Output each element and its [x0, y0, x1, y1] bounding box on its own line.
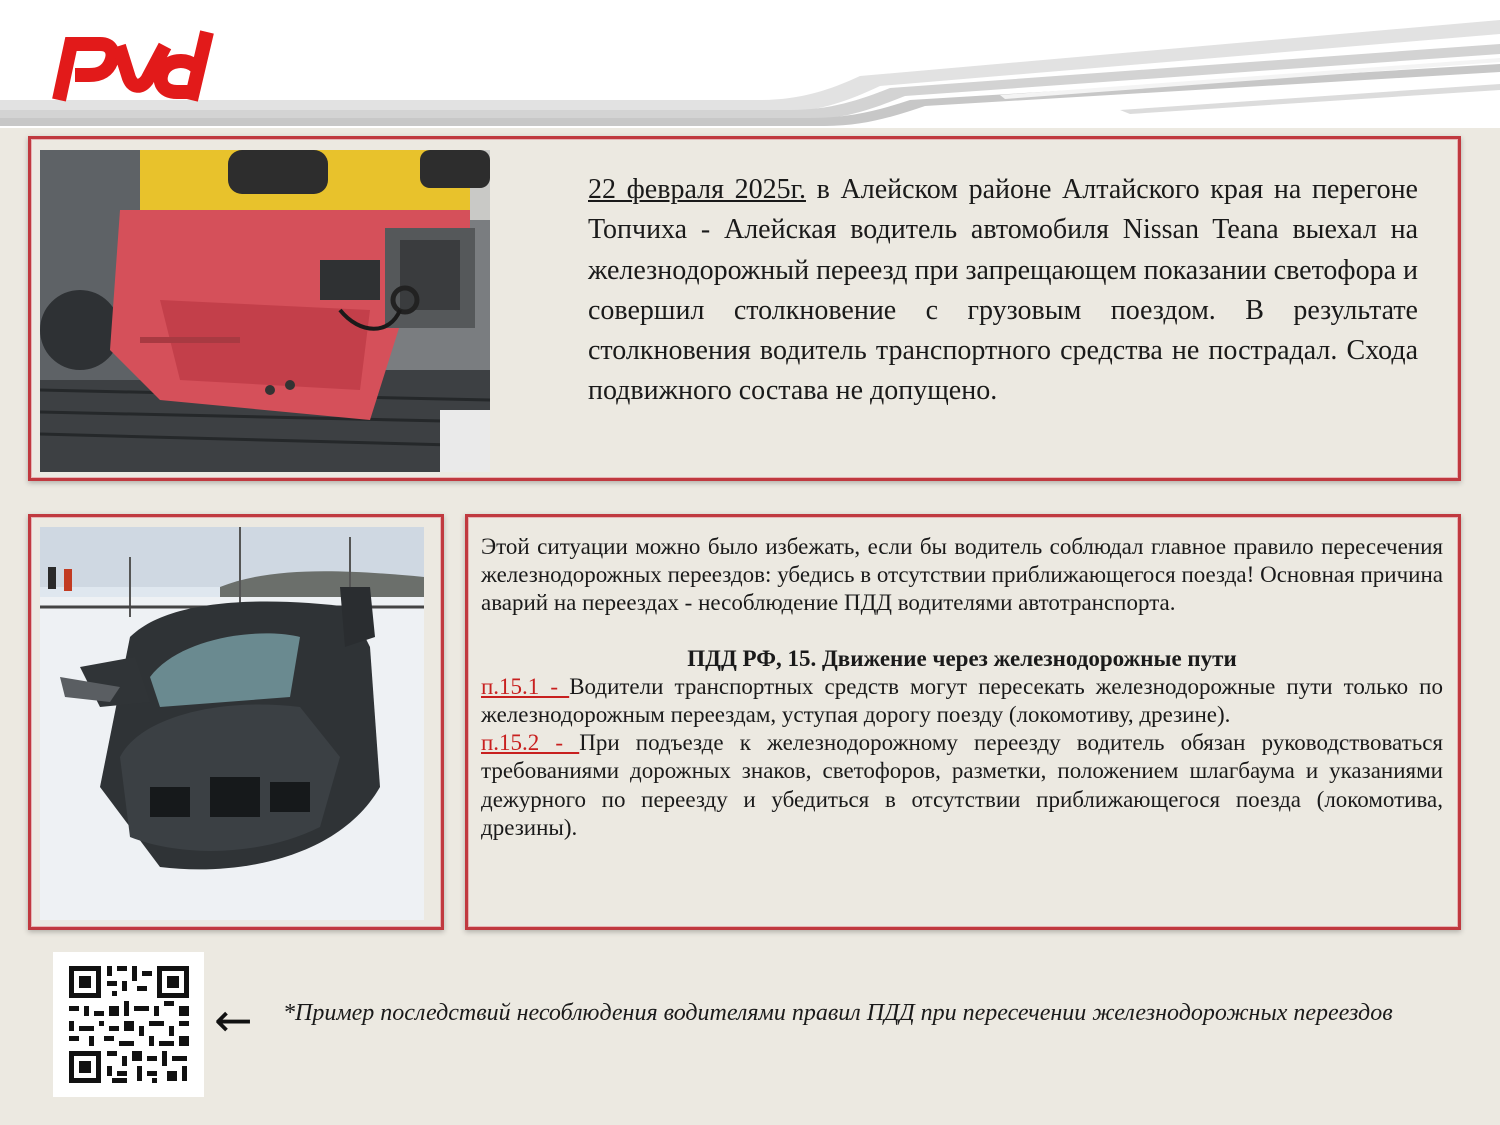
clause-text: Водители транспортных средств могут пересекать железнодорожные пути только по железнодорожным переездам, уступая дорогу поезду (локомотиву, дрезине). — [481, 673, 1443, 728]
incident-date: 22 февраля 2025г. — [588, 174, 806, 205]
arrow-left-icon: ← — [214, 993, 253, 1047]
clause-15-2 — [481, 729, 1443, 842]
clause-text: При подъезде к железнодорожному переезду водитель обязан руководствоваться требованиями дорожных знаков, светофоров, разметки, положением шлагбаума и указаниями дежурного по переезду и убедиться в отсутствии приближающегося поезда (локомотива, дрезины). — [481, 730, 1443, 840]
clause-15-1 — [481, 673, 1443, 729]
incident-text: в Алейском районе Алтайского края на перегоне Топчиха - Алейская водитель автомобиля Nissan Teana выехал на железнодорожный переезд при запрещающем показании светофора и совершил столкновение с грузовым поездом. В результате столкновения водитель транспортного средства не пострадал. Схода подвижного состава не допущено. — [588, 174, 1418, 407]
decorative-stripes — [0, 0, 1500, 128]
rules-text — [481, 533, 1443, 842]
rzd-logo — [45, 22, 223, 106]
section-title: ПДД РФ, 15. Движение через железнодорожные пути — [687, 645, 1237, 671]
qr-code[interactable] — [53, 952, 204, 1097]
incident-description — [588, 170, 1418, 412]
intro-paragraph: Этой ситуации можно было избежать, если бы водитель соблюдал главное правило пересечения железнодорожных переездов: убедись в отсутствии приближающегося поезда! Основная причина аварий на переездах - несоблюдение ПДД водителями автотранспорта. — [481, 534, 1443, 616]
header-bar — [0, 0, 1500, 128]
footnote: *Пример последствий несоблюдения водителями правил ПДД при пересечении железнодорожных переездов — [283, 1000, 1393, 1026]
clause-ref: п.15.2 - — [481, 730, 580, 756]
clause-ref: п.15.1 - — [481, 673, 570, 699]
locomotive-damage-photo — [40, 150, 490, 472]
crashed-car-photo — [40, 527, 424, 920]
